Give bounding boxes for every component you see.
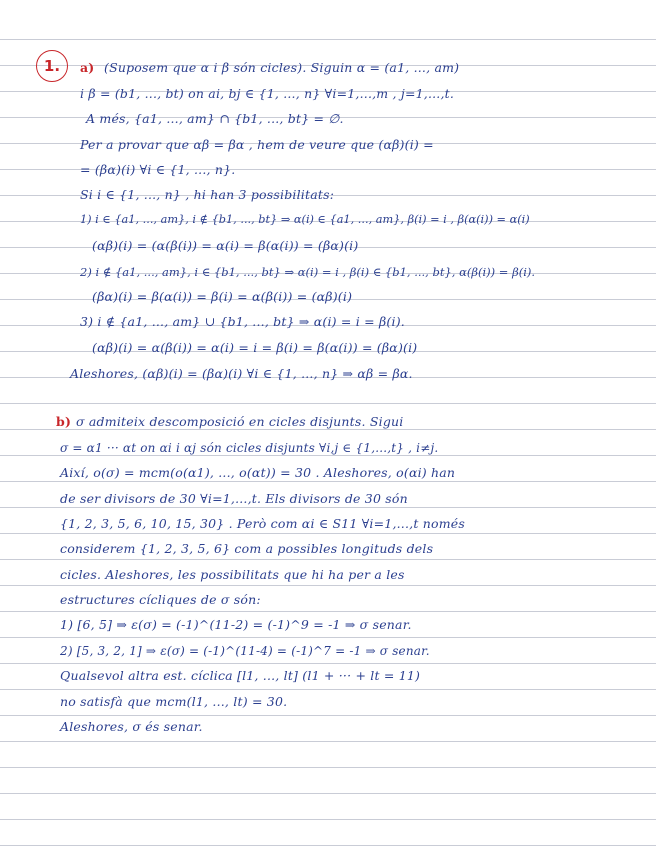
part-a-label: a) [80,60,95,75]
part-a-line: (αβ)(i) = (α(β(i)) = α(i) = β(α(i)) = (βα)(i) [92,238,359,253]
part-a-line: A més, {a1, ..., am} ∩ {b1, ..., bt} = ∅. [86,111,344,126]
part-a-line: Aleshores, (αβ)(i) = (βα)(i) ∀i ∈ {1, ..., n} ⇒ αβ = βα. [70,366,413,381]
part-a-line: Si i ∈ {1, ..., n} , hi han 3 possibilitats: [80,187,335,202]
part-a-line: 2) i ∉ {a1, ..., am}, i ∈ {b1, ..., bt} ⇒ α(i) = i , β(i) ∈ {b1, ..., bt}, α(β(i)) = β(i). [80,265,536,279]
part-b-line: σ = α1 ··· αt on αi i αj són cicles disjunts ∀i,j ∈ {1,...,t} , i≠j. [60,441,439,455]
part-b-line: 1) [6, 5] ⇒ ε(σ) = (-1)^(11-2) = (-1)^9 = -1 ⇒ σ senar. [60,617,412,632]
part-b-line: σ admiteix descomposició en cicles disjunts. Sigui [76,414,404,429]
part-b-line: Qualsevol altra est. cíclica [l1, ..., lt] (l1 + ··· + lt = 11) [60,668,421,683]
part-b-line: considerem {1, 2, 3, 5, 6} com a possibles longituds dels [60,541,434,556]
part-a-line: (αβ)(i) = α(β(i)) = α(i) = i = β(i) = β(α(i)) = (βα)(i) [92,340,418,355]
part-b-line: Aleshores, σ és senar. [60,719,203,734]
part-a-line: (βα)(i) = β(α(i)) = β(i) = α(β(i)) = (αβ)(i) [92,289,353,304]
part-b-line: de ser divisors de 30 ∀i=1,...,t. Els divisors de 30 són [60,491,408,506]
part-a-line: 1) i ∈ {a1, ..., am}, i ∉ {b1, ..., bt} ⇒ α(i) ∈ {a1, ..., am}, β(i) = i , β(α(i)) = α(i) [80,213,530,226]
part-b-line: estructures cícliques de σ són: [60,592,261,607]
part-a-line: Per a provar que αβ = βα , hem de veure que (αβ)(i) = [80,137,434,152]
part-a-line: (Suposem que α i β són cicles). Siguin α = (a1, ..., am) [104,60,460,75]
part-b-line: {1, 2, 3, 5, 6, 10, 15, 30} . Però com αi ∈ S11 ∀i=1,...,t només [60,516,465,531]
part-b-label: b) [56,414,72,429]
part-b-line: Així, o(σ) = mcm(o(α1), ..., o(αt)) = 30 . Aleshores, o(αi) han [60,465,456,480]
problem-number: 1. [36,50,68,82]
part-b-line: no satisfà que mcm(l1, ..., lt) = 30. [60,694,288,709]
part-a-line: = (βα)(i) ∀i ∈ {1, ..., n}. [80,162,236,177]
part-b-line: 2) [5, 3, 2, 1] ⇒ ε(σ) = (-1)^(11-4) = (-1)^7 = -1 ⇒ σ senar. [60,644,430,658]
part-a-line: i β = (b1, ..., bt) on ai, bj ∈ {1, ..., n} ∀i=1,...,m , j=1,...,t. [80,86,455,101]
part-a-line: 3) i ∉ {a1, ..., am} ∪ {b1, ..., bt} ⇒ α(i) = i = β(i). [80,314,405,329]
part-b-line: cicles. Aleshores, les possibilitats que hi ha per a les [60,567,405,582]
